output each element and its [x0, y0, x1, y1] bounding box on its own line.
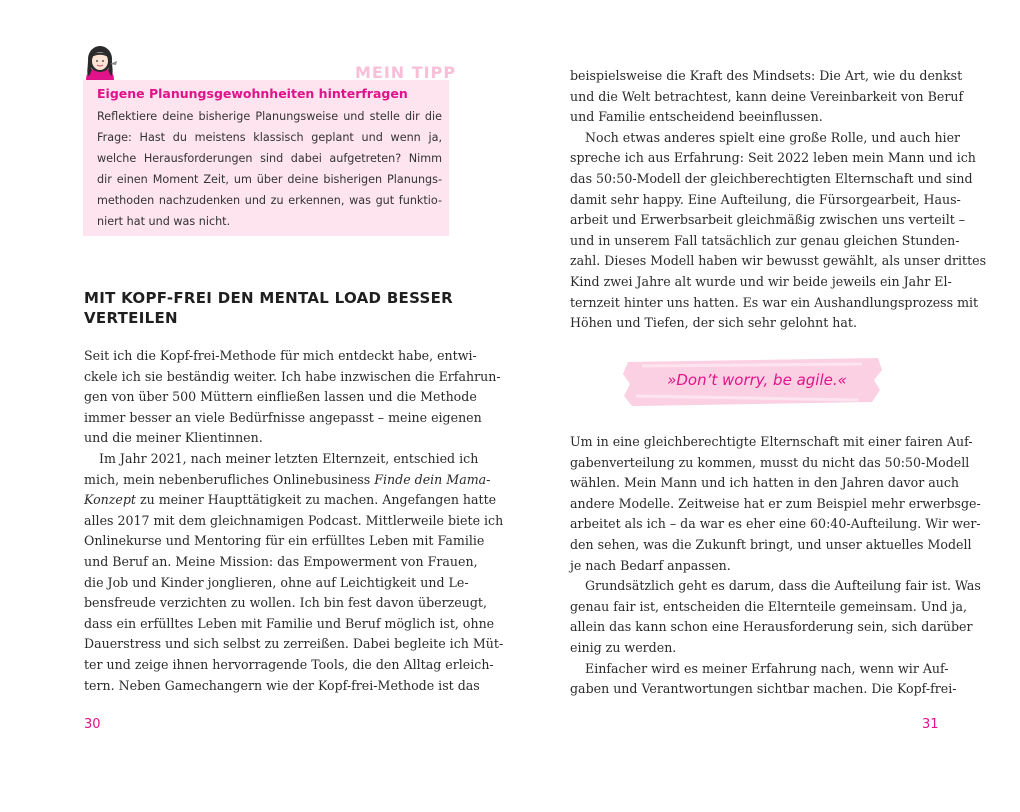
text-segment: mich, mein nebenberufliches Onlinebusiness [84, 471, 371, 487]
page-number-right: 31 [922, 717, 939, 732]
right-body-text-bottom [570, 432, 981, 700]
text-line: Dauerstress und sich selbst zu zerreißen. Dabei begleite ich Müt- [84, 636, 504, 652]
text-line: Um in eine gleichberechtigte Elternschaft mit einer fairen Auf- [570, 434, 973, 449]
text-line: Einfacher wird es meiner Erfahrung nach, wenn wir Auf- [585, 660, 949, 676]
text-line: gen von über 500 Müttern einfließen lassen und die Methode [84, 389, 477, 405]
text-segment: zu meiner Haupttätigkeit zu machen. Angefangen hatte [135, 492, 497, 508]
left-body-text [84, 346, 504, 696]
text-line: Noch etwas anderes spielt eine große Rolle, und auch hier [585, 129, 961, 145]
text-line: und die meiner Klientinnen. [84, 430, 263, 446]
text-line: zahl. Dieses Modell haben wir bewusst gewählt, als unser drittes [570, 253, 987, 269]
text-line: Im Jahr 2021, nach meiner letzten Elternzeit, entschied ich [99, 450, 479, 466]
section-heading-line: VERTEILEN [84, 309, 178, 327]
text-line: tern. Neben Gamechangern wie der Kopf-frei-Methode ist das [84, 677, 480, 693]
text-line: beispielsweise die Kraft des Mindsets: Die Art, wie du denkst [570, 68, 963, 83]
text-line: einig zu werden. [570, 639, 677, 655]
text-line: ter und zeige ihnen hervorragende Tools, die den Alltag erleich- [84, 656, 494, 672]
text-line: und in unserem Fall tatsächlich zur genau gleichen Stunden- [570, 232, 960, 248]
text-line [84, 490, 497, 511]
section-heading [84, 288, 464, 328]
text-line: immer besser an viele Bedürfnisse angepasst – meine eigenen [84, 409, 482, 425]
italic-title: Finde dein Mama- [374, 471, 491, 487]
text-line: wählen. Mein Mann und ich hatten in den Jahren davor auch [570, 475, 960, 491]
italic-title: Konzept [84, 492, 136, 508]
section-heading-line: MIT KOPF-FREI DEN MENTAL LOAD BESSER [84, 289, 454, 307]
text-line: den sehen, was die Zukunft bringt, und unser aktuelles Modell [570, 536, 972, 552]
text-line: und Familie entscheidend beeinflussen. [570, 109, 823, 125]
right-body-text-top [570, 66, 987, 334]
text-line: das 50:50-Modell der gleichberechtigten Elternschaft und sind [570, 170, 973, 186]
text-line: arbeitet als ich – da war es eher eine 60:40-Aufteilung. Wir wer- [570, 516, 981, 532]
tip-line: welche Herausforderungen sind dabei aufgetreten? Nimm [97, 152, 442, 165]
text-line: andere Modelle. Zeitweise hat er zum Beispiel mehr erwerbsge- [570, 495, 981, 511]
text-line: bensfreude verzichten zu wollen. Ich bin fest davon überzeugt, [84, 595, 487, 611]
text-line: Seit ich die Kopf-frei-Methode für mich entdeckt habe, entwi- [84, 348, 477, 363]
text-line: gaben und Verantwortungen sichtbar machen. Die Kopf-frei- [570, 681, 957, 697]
tip-line: niert hat und was nicht. [97, 215, 231, 228]
tip-body [97, 106, 442, 232]
text-line: je nach Bedarf anpassen. [570, 557, 731, 573]
text-line: genau fair ist, entscheiden die Elternteile gemeinsam. Und ja, [570, 598, 967, 614]
text-line [84, 470, 491, 491]
text-line: gabenverteilung zu kommen, musst du nicht das 50:50-Modell [570, 454, 970, 470]
text-line: dass ein erfülltes Leben mit Familie und Beruf möglich ist, ohne [84, 615, 495, 631]
text-line: Grundsätzlich geht es darum, dass die Aufteilung fair ist. Was [585, 578, 981, 594]
tip-line: methoden nachzudenken und zu erkennen, was gut funktio- [97, 194, 442, 207]
text-line: die Job und Kinder jonglieren, ohne auf Leichtigkeit und Le- [84, 574, 469, 590]
text-line: Höhen und Tiefen, der sich sehr gelohnt hat. [570, 315, 857, 331]
tip-title: Eigene Planungsgewohnheiten hinterfragen [97, 86, 408, 101]
text-line: alles 2017 mit dem gleichnamigen Podcast. Mittlerweile biete ich [84, 512, 504, 528]
text-line: ckele ich sie beständig weiter. Ich habe inzwischen die Erfahrun- [84, 368, 501, 384]
tip-heading: MEIN TIPP [355, 63, 457, 82]
tip-line: Reflektiere deine bisherige Planungsweise und stelle dir die [97, 110, 442, 123]
text-line: ternzeit hinter uns hatten. Es war ein Aushandlungsprozess mit [570, 294, 979, 310]
text-line: damit sehr happy. Eine Aufteilung, die Fürsorgearbeit, Haus- [570, 191, 961, 207]
text-line: Onlinekurse und Mentoring für ein erfülltes Leben mit Familie [84, 533, 485, 549]
text-line: Kind zwei Jahre alt wurde und wir beide jeweils ein Jahr El- [570, 273, 952, 289]
text-line: und Beruf an. Meine Mission: das Empowerment von Frauen, [84, 553, 478, 569]
tip-line: Frage: Hast du meistens klassisch geplant und wenn ja, [97, 131, 442, 144]
page-number-left: 30 [84, 717, 101, 732]
woman-avatar-icon [80, 44, 120, 82]
text-line: und die Welt betrachtest, kann deine Vereinbarkeit von Beruf [570, 88, 964, 104]
text-line: allein das kann schon eine Herausforderung sein, sich darüber [570, 619, 973, 635]
text-line: arbeit und Erwerbsarbeit gleichmäßig zwischen uns verteilt – [570, 212, 966, 228]
text-line: spreche ich aus Erfahrung: Seit 2022 leben mein Mann und ich [570, 150, 976, 166]
tip-line: dir einen Moment Zeit, um über deine bisherigen Planungs- [97, 173, 442, 186]
pull-quote: »Don’t worry, be agile.« [667, 371, 847, 389]
